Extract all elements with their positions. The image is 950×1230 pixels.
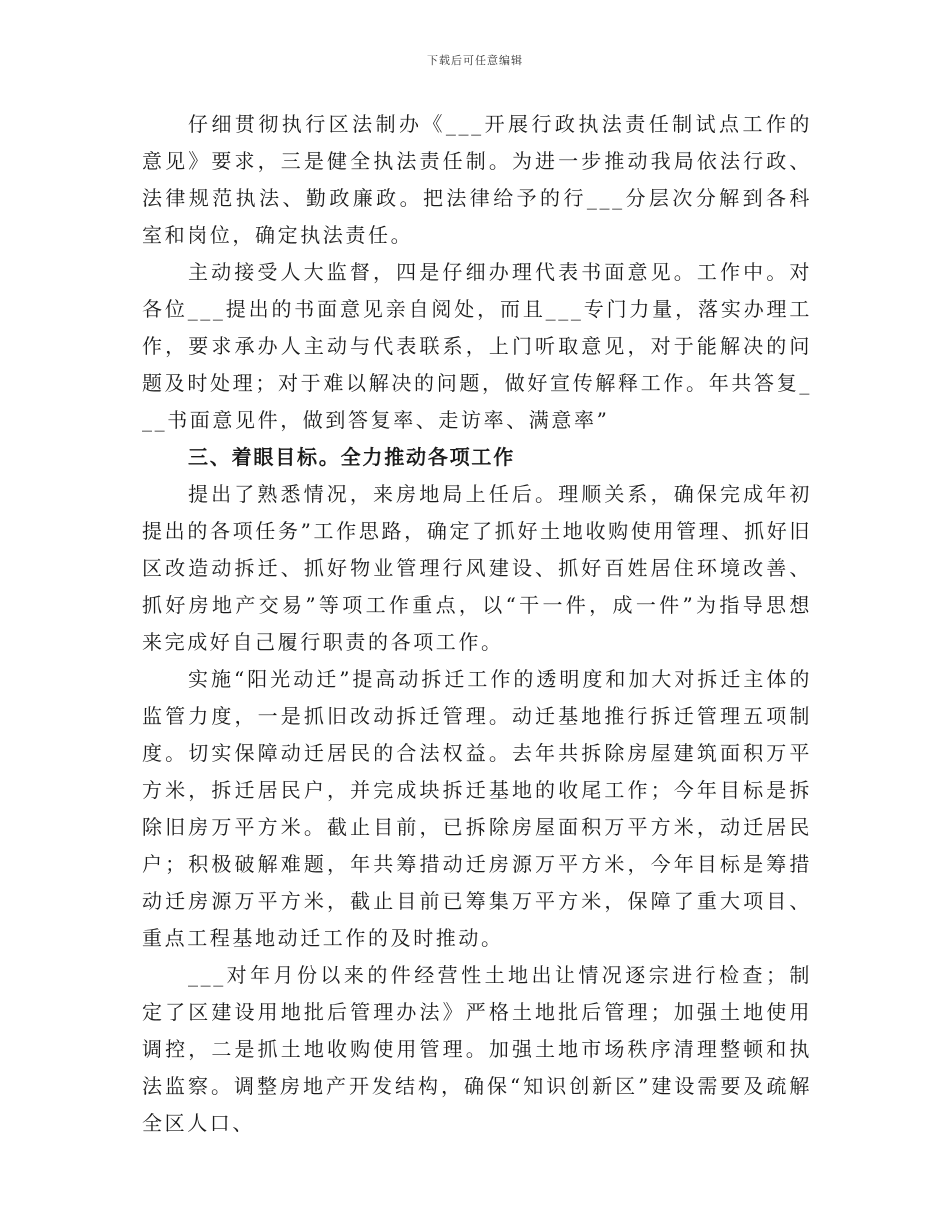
page-header: 下载后可任意编辑	[427, 54, 523, 67]
paragraph-demolition-management: 实施“阳光动迁”提高动拆迁工作的透明度和加大对拆迁主体的监管力度，一是抓旧改动拆迁管理。动迁基地推行拆迁管理五项制度。切实保障动迁居民的合法权益。去年共拆除房屋建筑面积万平方米，拆迁居民户，并完成块拆迁基地的收尾工作；今年目标是拆除旧房万平方米。截止目前，已拆除房屋面积万平方米，动迁居民户；积极破解难题，年共筹措动迁房源万平方米，今年目标是筹措动迁房源万平方米，截止目前已筹集万平方米，保障了重大项目、重点工程基地动迁工作的及时推动。	[142, 667, 812, 950]
paragraph-execution-responsibility: 仔细贯彻执行区法制办《___开展行政执法责任制试点工作的意见》要求，三是健全执法责任制。为进一步推动我局依法行政、法律规范执法、勤政廉政。把法律给予的行___分层次分解到各科室和岗位，确定执法责任。	[142, 112, 812, 247]
document-body	[142, 106, 812, 1142]
paragraph-work-approach: 提出了熟悉情况，来房地局上任后。理顺关系，确保完成年初提出的各项任务”工作思路，确定了抓好土地收购使用管理、抓好旧区改造动拆迁、抓好物业管理行风建设、抓好百姓居住环境改善、抓好房地产交易”等项工作重点，以“干一件，成一件”为指导思想来完成好自己履行职责的各项工作。	[142, 482, 812, 654]
paragraph-npc-supervision: 主动接受人大监督，四是仔细办理代表书面意见。工作中。对各位___提出的书面意见亲自阅处，而且___专门力量，落实办理工作，要求承办人主动与代表联系，上门听取意见，对于能解决的问题及时处理；对于难以解决的问题，做好宣传解释工作。年共答复___书面意见件，做到答复率、走访率、满意率”	[142, 260, 812, 432]
section-heading: 三、着眼目标。全力推动各项工作	[188, 445, 515, 469]
paragraph-land-management: ___对年月份以来的件经营性土地出让情况逐宗进行检查；制定了区建设用地批后管理办法》严格土地批后管理；加强土地使用调控，二是抓土地收购使用管理。加强土地市场秩序清理整顿和执法监察。调整房地产开发结构，确保“知识创新区”建设需要及疏解全区人口、	[142, 963, 812, 1135]
